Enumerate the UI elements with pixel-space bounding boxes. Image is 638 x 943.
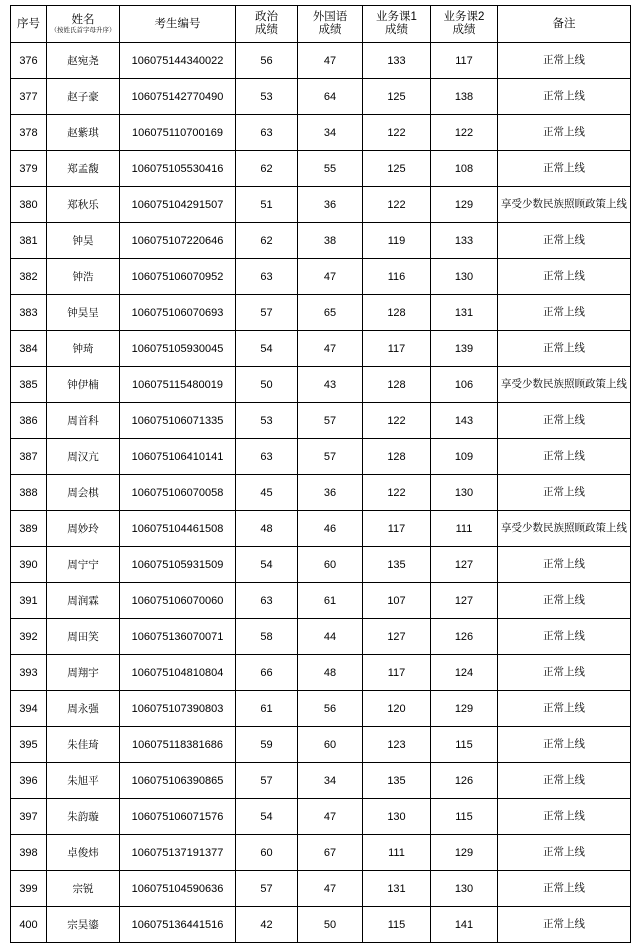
cell-course2: 143 (431, 403, 498, 439)
table-row (11, 547, 631, 583)
cell-remark: 享受少数民族照顾政策上线 (498, 511, 631, 547)
cell-foreign: 64 (298, 79, 363, 115)
table-row (11, 259, 631, 295)
header-politics-line1: 政治 (255, 11, 278, 23)
cell-course2: 124 (431, 655, 498, 691)
cell-foreign: 34 (298, 115, 363, 151)
cell-exam-no: 106075106070952 (120, 259, 236, 295)
cell-politics: 63 (236, 583, 298, 619)
header-politics (236, 6, 298, 43)
cell-foreign: 60 (298, 547, 363, 583)
cell-foreign: 65 (298, 295, 363, 331)
cell-remark: 正常上线 (498, 151, 631, 187)
cell-name: 宗昊鎏 (47, 907, 120, 943)
header-row (11, 6, 631, 43)
cell-course2: 138 (431, 79, 498, 115)
cell-seq: 388 (11, 475, 47, 511)
table-row (11, 367, 631, 403)
table-row (11, 619, 631, 655)
header-politics-line2: 成绩 (255, 24, 278, 36)
cell-name: 赵子豪 (47, 79, 120, 115)
cell-exam-no: 106075106390865 (120, 763, 236, 799)
cell-course2: 130 (431, 259, 498, 295)
table-row (11, 43, 631, 79)
cell-exam-no: 106075142770490 (120, 79, 236, 115)
cell-foreign: 43 (298, 367, 363, 403)
cell-name: 赵宛尧 (47, 43, 120, 79)
cell-seq: 380 (11, 187, 47, 223)
cell-politics: 53 (236, 79, 298, 115)
cell-name: 赵紫琪 (47, 115, 120, 151)
cell-course2: 108 (431, 151, 498, 187)
cell-course1: 115 (363, 907, 431, 943)
cell-exam-no: 106075106071576 (120, 799, 236, 835)
table-row (11, 115, 631, 151)
cell-exam-no: 106075110700169 (120, 115, 236, 151)
cell-exam-no: 106075106410141 (120, 439, 236, 475)
cell-foreign: 47 (298, 259, 363, 295)
cell-seq: 397 (11, 799, 47, 835)
cell-politics: 63 (236, 115, 298, 151)
cell-foreign: 57 (298, 439, 363, 475)
table-row (11, 907, 631, 943)
cell-name: 朱韵璇 (47, 799, 120, 835)
cell-foreign: 61 (298, 583, 363, 619)
cell-exam-no: 106075106070060 (120, 583, 236, 619)
cell-exam-no: 106075106070058 (120, 475, 236, 511)
cell-remark: 正常上线 (498, 619, 631, 655)
header-remark: 备注 (498, 6, 631, 43)
cell-politics: 66 (236, 655, 298, 691)
cell-politics: 63 (236, 259, 298, 295)
cell-remark: 享受少数民族照顾政策上线 (498, 367, 631, 403)
cell-course1: 135 (363, 763, 431, 799)
cell-course1: 128 (363, 367, 431, 403)
cell-foreign: 38 (298, 223, 363, 259)
table-row (11, 151, 631, 187)
cell-course2: 126 (431, 619, 498, 655)
cell-course1: 133 (363, 43, 431, 79)
table-row (11, 655, 631, 691)
cell-remark: 正常上线 (498, 223, 631, 259)
cell-foreign: 34 (298, 763, 363, 799)
cell-course2: 129 (431, 187, 498, 223)
cell-remark: 正常上线 (498, 547, 631, 583)
cell-course2: 115 (431, 727, 498, 763)
cell-remark: 正常上线 (498, 331, 631, 367)
cell-seq: 400 (11, 907, 47, 943)
cell-remark: 正常上线 (498, 799, 631, 835)
cell-seq: 395 (11, 727, 47, 763)
cell-name: 郑孟馥 (47, 151, 120, 187)
cell-remark: 正常上线 (498, 439, 631, 475)
cell-seq: 393 (11, 655, 47, 691)
cell-remark: 享受少数民族照顾政策上线 (498, 187, 631, 223)
cell-name: 钟昊呈 (47, 295, 120, 331)
cell-course2: 129 (431, 691, 498, 727)
cell-exam-no: 106075104461508 (120, 511, 236, 547)
cell-seq: 387 (11, 439, 47, 475)
header-exam-no: 考生编号 (120, 6, 236, 43)
cell-course1: 122 (363, 403, 431, 439)
cell-course1: 119 (363, 223, 431, 259)
cell-exam-no: 106075136441516 (120, 907, 236, 943)
cell-foreign: 50 (298, 907, 363, 943)
cell-name: 钟琦 (47, 331, 120, 367)
cell-remark: 正常上线 (498, 691, 631, 727)
cell-seq: 377 (11, 79, 47, 115)
cell-foreign: 36 (298, 475, 363, 511)
cell-course2: 127 (431, 583, 498, 619)
cell-politics: 58 (236, 619, 298, 655)
cell-politics: 63 (236, 439, 298, 475)
cell-course2: 130 (431, 871, 498, 907)
cell-seq: 383 (11, 295, 47, 331)
cell-seq: 378 (11, 115, 47, 151)
cell-foreign: 56 (298, 691, 363, 727)
cell-course2: 129 (431, 835, 498, 871)
cell-remark: 正常上线 (498, 583, 631, 619)
cell-politics: 61 (236, 691, 298, 727)
header-course1-line1: 业务课1 (376, 11, 417, 23)
cell-course2: 122 (431, 115, 498, 151)
cell-exam-no: 106075137191377 (120, 835, 236, 871)
table-header (11, 6, 631, 43)
cell-politics: 57 (236, 295, 298, 331)
table-row (11, 331, 631, 367)
cell-foreign: 47 (298, 43, 363, 79)
cell-foreign: 48 (298, 655, 363, 691)
header-course2-line1: 业务课2 (443, 11, 485, 23)
cell-exam-no: 106075115480019 (120, 367, 236, 403)
cell-foreign: 47 (298, 871, 363, 907)
cell-remark: 正常上线 (498, 259, 631, 295)
cell-seq: 390 (11, 547, 47, 583)
cell-foreign: 47 (298, 331, 363, 367)
cell-name: 周妙玲 (47, 511, 120, 547)
header-course1 (363, 6, 431, 43)
cell-name: 周会棋 (47, 475, 120, 511)
score-table-sheet (10, 5, 630, 943)
cell-foreign: 57 (298, 403, 363, 439)
table-row (11, 187, 631, 223)
cell-seq: 381 (11, 223, 47, 259)
cell-course1: 117 (363, 655, 431, 691)
cell-course1: 111 (363, 835, 431, 871)
cell-course2: 127 (431, 547, 498, 583)
cell-politics: 45 (236, 475, 298, 511)
cell-politics: 48 (236, 511, 298, 547)
cell-remark: 正常上线 (498, 43, 631, 79)
cell-seq: 385 (11, 367, 47, 403)
cell-course1: 125 (363, 79, 431, 115)
cell-seq: 379 (11, 151, 47, 187)
cell-politics: 54 (236, 547, 298, 583)
cell-remark: 正常上线 (498, 403, 631, 439)
cell-name: 周首科 (47, 403, 120, 439)
cell-foreign: 46 (298, 511, 363, 547)
cell-remark: 正常上线 (498, 79, 631, 115)
cell-exam-no: 106075106070693 (120, 295, 236, 331)
cell-seq: 382 (11, 259, 47, 295)
cell-name: 钟伊楠 (47, 367, 120, 403)
cell-politics: 51 (236, 187, 298, 223)
table-row (11, 223, 631, 259)
cell-exam-no: 106075105530416 (120, 151, 236, 187)
cell-course1: 131 (363, 871, 431, 907)
cell-politics: 54 (236, 799, 298, 835)
cell-course1: 122 (363, 115, 431, 151)
cell-name: 卓俊炜 (47, 835, 120, 871)
cell-course1: 130 (363, 799, 431, 835)
cell-exam-no: 106075104291507 (120, 187, 236, 223)
cell-course1: 123 (363, 727, 431, 763)
cell-seq: 384 (11, 331, 47, 367)
cell-exam-no: 106075105931509 (120, 547, 236, 583)
cell-exam-no: 106075118381686 (120, 727, 236, 763)
header-foreign-line2: 成绩 (318, 24, 342, 36)
cell-course2: 126 (431, 763, 498, 799)
cell-seq: 398 (11, 835, 47, 871)
cell-politics: 62 (236, 151, 298, 187)
cell-course1: 122 (363, 187, 431, 223)
cell-course2: 141 (431, 907, 498, 943)
cell-foreign: 47 (298, 799, 363, 835)
cell-seq: 396 (11, 763, 47, 799)
cell-remark: 正常上线 (498, 475, 631, 511)
cell-course2: 109 (431, 439, 498, 475)
cell-foreign: 55 (298, 151, 363, 187)
cell-exam-no: 106075106071335 (120, 403, 236, 439)
cell-exam-no: 106075107220646 (120, 223, 236, 259)
cell-name: 宗锐 (47, 871, 120, 907)
cell-course1: 125 (363, 151, 431, 187)
cell-course1: 127 (363, 619, 431, 655)
cell-politics: 56 (236, 43, 298, 79)
cell-remark: 正常上线 (498, 115, 631, 151)
table-row (11, 583, 631, 619)
cell-name: 朱佳琦 (47, 727, 120, 763)
cell-exam-no: 106075104810804 (120, 655, 236, 691)
cell-course1: 120 (363, 691, 431, 727)
cell-seq: 391 (11, 583, 47, 619)
table-row (11, 403, 631, 439)
cell-exam-no: 106075144340022 (120, 43, 236, 79)
table-row (11, 763, 631, 799)
header-foreign (298, 6, 363, 43)
table-row (11, 79, 631, 115)
table-row (11, 871, 631, 907)
cell-name: 钟浩 (47, 259, 120, 295)
cell-name: 周润霖 (47, 583, 120, 619)
table-row (11, 727, 631, 763)
cell-course1: 128 (363, 439, 431, 475)
header-name (47, 6, 120, 43)
table-row (11, 511, 631, 547)
cell-seq: 392 (11, 619, 47, 655)
header-course1-line2: 成绩 (385, 24, 408, 36)
score-table (10, 5, 631, 943)
cell-name: 郑秋乐 (47, 187, 120, 223)
cell-politics: 60 (236, 835, 298, 871)
cell-exam-no: 106075104590636 (120, 871, 236, 907)
cell-remark: 正常上线 (498, 871, 631, 907)
cell-politics: 62 (236, 223, 298, 259)
cell-exam-no: 106075136070071 (120, 619, 236, 655)
cell-name: 周翔宇 (47, 655, 120, 691)
cell-politics: 57 (236, 871, 298, 907)
cell-course1: 128 (363, 295, 431, 331)
cell-seq: 389 (11, 511, 47, 547)
table-row (11, 691, 631, 727)
cell-course2: 111 (431, 511, 498, 547)
table-row (11, 799, 631, 835)
cell-name: 周宁宁 (47, 547, 120, 583)
cell-remark: 正常上线 (498, 907, 631, 943)
table-row (11, 439, 631, 475)
cell-name: 钟昊 (47, 223, 120, 259)
cell-course2: 130 (431, 475, 498, 511)
cell-politics: 59 (236, 727, 298, 763)
cell-course1: 117 (363, 511, 431, 547)
header-course2-line2: 成绩 (452, 24, 476, 36)
header-foreign-line1: 外国语 (312, 11, 348, 23)
cell-politics: 54 (236, 331, 298, 367)
header-course2 (431, 6, 498, 43)
cell-remark: 正常上线 (498, 295, 631, 331)
cell-politics: 57 (236, 763, 298, 799)
cell-exam-no: 106075105930045 (120, 331, 236, 367)
cell-name: 周永强 (47, 691, 120, 727)
cell-foreign: 60 (298, 727, 363, 763)
cell-course1: 135 (363, 547, 431, 583)
table-row (11, 835, 631, 871)
header-seq: 序号 (11, 6, 47, 43)
cell-course1: 117 (363, 331, 431, 367)
cell-course2: 139 (431, 331, 498, 367)
cell-course2: 117 (431, 43, 498, 79)
cell-course2: 133 (431, 223, 498, 259)
cell-remark: 正常上线 (498, 727, 631, 763)
table-body (11, 43, 631, 943)
cell-remark: 正常上线 (498, 835, 631, 871)
cell-course2: 115 (431, 799, 498, 835)
cell-seq: 399 (11, 871, 47, 907)
cell-seq: 376 (11, 43, 47, 79)
cell-course1: 107 (363, 583, 431, 619)
cell-foreign: 44 (298, 619, 363, 655)
cell-foreign: 36 (298, 187, 363, 223)
cell-remark: 正常上线 (498, 655, 631, 691)
cell-name: 朱旭平 (47, 763, 120, 799)
cell-course1: 122 (363, 475, 431, 511)
cell-politics: 53 (236, 403, 298, 439)
cell-remark: 正常上线 (498, 763, 631, 799)
table-row (11, 475, 631, 511)
cell-seq: 394 (11, 691, 47, 727)
cell-exam-no: 106075107390803 (120, 691, 236, 727)
cell-name: 周田笑 (47, 619, 120, 655)
header-name-sub: （按姓氏首字母升序） (50, 27, 116, 34)
cell-course1: 116 (363, 259, 431, 295)
cell-name: 周汉亢 (47, 439, 120, 475)
cell-foreign: 67 (298, 835, 363, 871)
cell-politics: 50 (236, 367, 298, 403)
cell-seq: 386 (11, 403, 47, 439)
cell-course2: 131 (431, 295, 498, 331)
cell-course2: 106 (431, 367, 498, 403)
table-row (11, 295, 631, 331)
header-name-main: 姓名 (71, 14, 95, 26)
cell-politics: 42 (236, 907, 298, 943)
